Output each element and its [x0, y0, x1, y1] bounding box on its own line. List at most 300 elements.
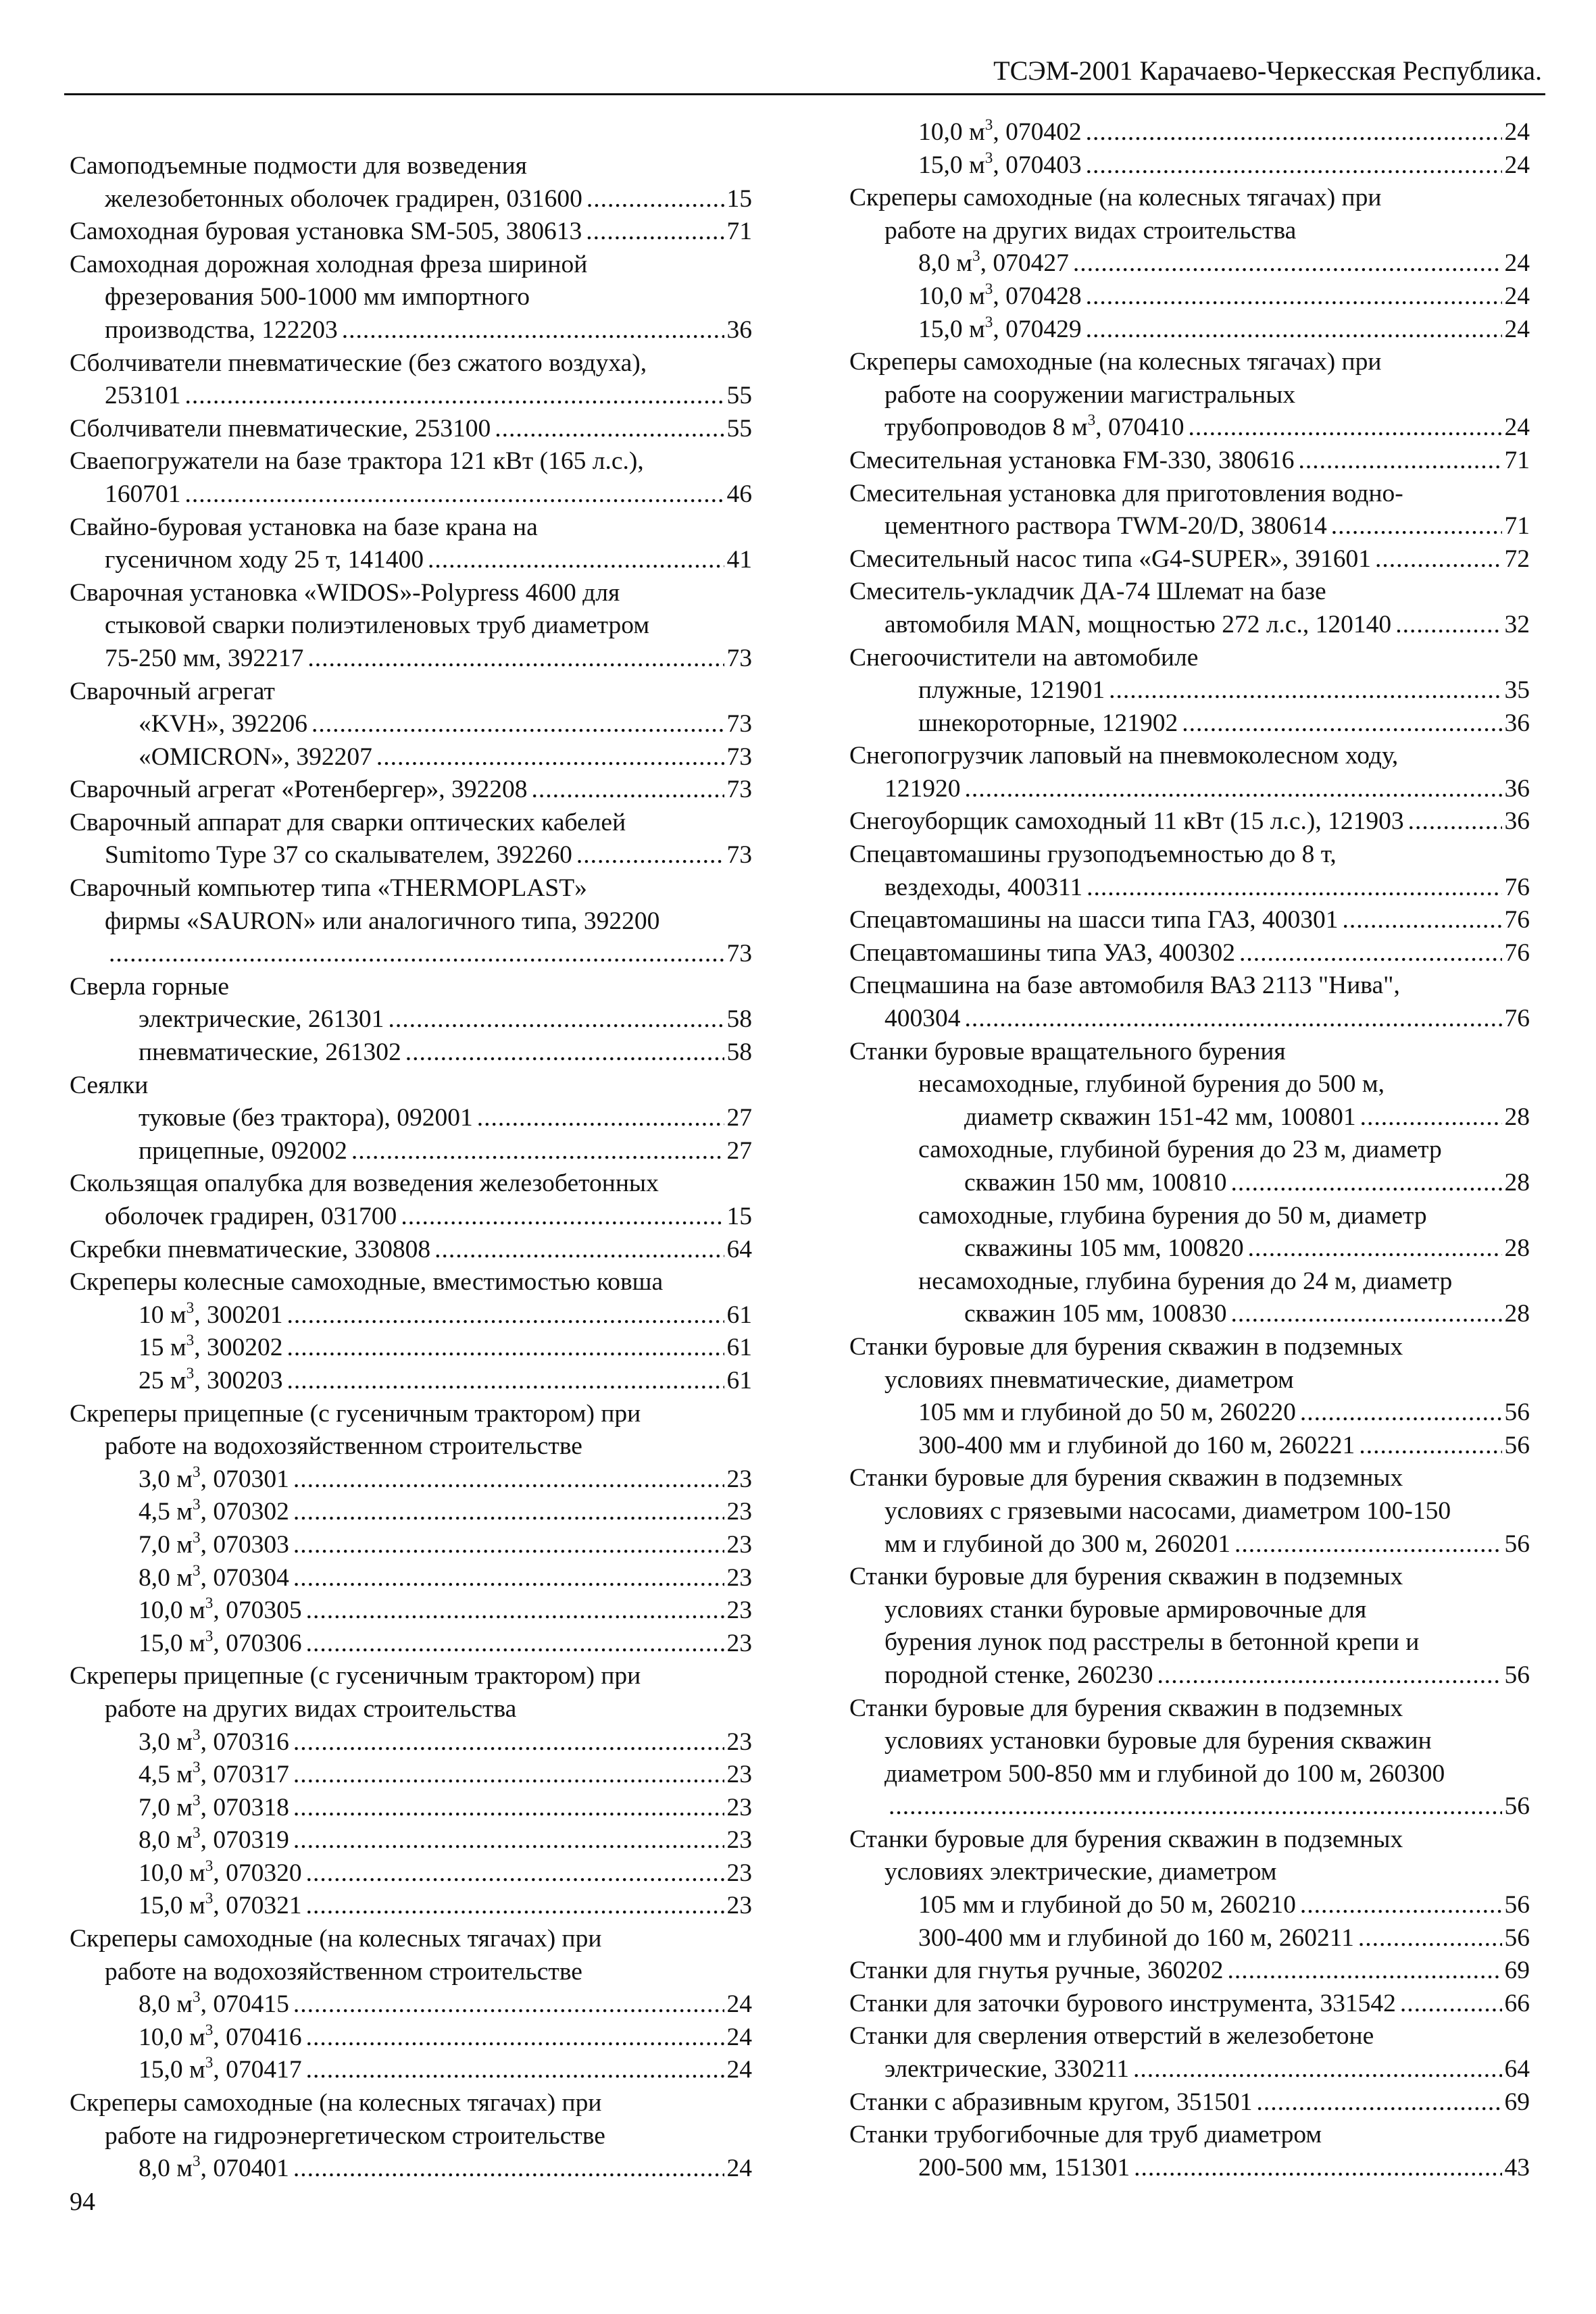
index-entry-line — [70, 2120, 752, 2153]
index-entry-line — [70, 1824, 752, 1857]
index-entry-page: 58 — [726, 1005, 752, 1034]
dot-leader — [311, 708, 724, 741]
dot-leader — [1239, 937, 1502, 970]
index-entry-text: Скреперы самоходные (на колесных тягачах) при — [849, 348, 1382, 376]
index-entry-text: 300-400 мм и глубиной до 160 м, 260221 — [918, 1431, 1355, 1459]
index-entry-page: 27 — [726, 1136, 752, 1165]
dot-leader — [306, 2021, 724, 2055]
index-entry-text: 10 $м^3$, 300201 — [139, 1299, 283, 1329]
index-entry-text: 4,5 $м^3$, 070317 — [139, 1758, 289, 1789]
index-entry-text: скважин 105 мм, 100830 — [964, 1300, 1227, 1328]
index-entry-line — [849, 1134, 1530, 1167]
index-entry-text: производства, 122203 — [105, 316, 338, 344]
index-entry-page: 23 — [726, 1793, 752, 1821]
index-entry-line — [849, 1561, 1530, 1594]
index-entry-page: 24 — [726, 1990, 752, 2019]
index-entry-line — [849, 1725, 1530, 1758]
index-entry-line — [849, 838, 1530, 872]
index-entry-text: трубопроводов 8 $м^3$, 070410 — [884, 411, 1184, 442]
index-entry-line — [849, 478, 1530, 511]
index-entry-line — [849, 674, 1530, 707]
index-entry-line — [70, 872, 752, 905]
index-entry-text: работе на водохозяйственном строительстве — [105, 1432, 582, 1461]
index-entry-text: 10,0 $м^3$, 070402 — [918, 116, 1082, 146]
dot-leader — [428, 544, 724, 577]
dot-leader — [342, 314, 724, 347]
index-entry-page: 43 — [1504, 2153, 1530, 2182]
index-entry-text: Скреперы прицепные (с гусеничным трактором) при — [70, 1662, 641, 1690]
index-entry-text: Станки для гнутья ручные, 360202 — [849, 1957, 1224, 1985]
index-entry-page: 15 — [726, 184, 752, 213]
index-entry-page: 56 — [1504, 1431, 1530, 1459]
index-entry-text: Скреперы самоходные (на колесных тягачах) при — [70, 1925, 602, 1953]
index-entry-line — [849, 970, 1530, 1003]
index-entry-line — [849, 1790, 1530, 1823]
index-entry-line — [70, 281, 752, 314]
index-entry-text: Сварочный аппарат для сварки оптических кабелей — [70, 808, 626, 836]
index-entry-page: 73 — [726, 841, 752, 870]
dot-leader — [185, 380, 724, 413]
index-entry-text: Самоходная дорожная холодная фреза шириной — [70, 250, 588, 278]
index-entry-line — [849, 1167, 1530, 1200]
index-entry-text: автомобиля MAN, мощностью 272 л.с., 120140 — [884, 610, 1392, 638]
index-entry-text: 15 $м^3$, 300202 — [139, 1332, 283, 1362]
index-entry-line — [849, 1068, 1530, 1101]
index-entry-text: Сваепогружатели на базе трактора 121 кВт (165 л.с.), — [70, 447, 644, 476]
dot-leader — [293, 1562, 724, 1595]
dot-leader — [1230, 1298, 1501, 1331]
index-entry-text: электрические, 330211 — [884, 2055, 1130, 2084]
dot-leader — [576, 839, 724, 872]
index-entry-line — [70, 1299, 752, 1332]
index-entry-text: скважин 150 мм, 100810 — [964, 1169, 1227, 1197]
index-entry-page: 61 — [726, 1301, 752, 1329]
index-entry-text: Сверла горные — [70, 972, 229, 1001]
dot-leader — [587, 183, 724, 216]
index-entry-line — [70, 1266, 752, 1299]
index-entry-line — [70, 1693, 752, 1726]
index-entry-text: 8,0 $м^3$, 070415 — [139, 1988, 289, 2019]
index-entry-line — [70, 1956, 752, 1989]
index-entry-text: Станки буровые для бурения скважин в подземных — [849, 1464, 1403, 1492]
index-entry-line — [849, 1659, 1530, 1692]
index-entry-page: 72 — [1504, 545, 1530, 573]
dot-leader — [1300, 1397, 1502, 1430]
index-entry-page: 73 — [726, 940, 752, 968]
index-entry-text: 400304 — [884, 1005, 961, 1033]
dot-leader — [586, 216, 724, 249]
dot-leader — [1086, 280, 1502, 313]
index-entry-page: 24 — [1504, 118, 1530, 146]
index-entry-line — [849, 1528, 1530, 1561]
index-entry-text: Спецмашина на базе автомобиля ВАЗ 2113 "Нива", — [849, 972, 1400, 1000]
index-entry-line — [849, 1397, 1530, 1430]
index-entry-line — [70, 1430, 752, 1463]
index-entry-text: 8,0 $м^3$, 070319 — [139, 1824, 289, 1855]
index-entry-line — [70, 1201, 752, 1234]
index-column-left — [70, 150, 752, 2186]
index-entry-text: скважины 105 мм, 100820 — [964, 1234, 1244, 1263]
index-entry-line — [849, 2086, 1530, 2119]
index-entry-line — [849, 707, 1530, 740]
index-entry-text: несамоходные, глубиной бурения до 500 м, — [918, 1070, 1385, 1099]
index-entry-page: 56 — [1504, 1661, 1530, 1689]
index-entry-line — [70, 445, 752, 478]
dot-leader — [1395, 609, 1501, 642]
dot-leader — [293, 1529, 724, 1562]
index-entry-page: 35 — [1504, 676, 1530, 705]
index-entry-line — [849, 1594, 1530, 1627]
index-entry-text: работе на водохозяйственном строительстве — [105, 1957, 582, 1986]
index-entry-line — [849, 1331, 1530, 1364]
dot-leader — [889, 1790, 1502, 1823]
index-entry-text: условиях установки буровые для бурения скважин — [884, 1727, 1432, 1755]
index-entry-line — [849, 116, 1530, 149]
index-entry-text: Спецавтомашины на шасси типа ГАЗ, 400301 — [849, 906, 1339, 934]
index-entry-line — [849, 215, 1530, 248]
index-entry-line — [849, 149, 1530, 182]
dot-leader — [1331, 510, 1502, 543]
dot-leader — [1359, 1430, 1501, 1463]
index-entry-text: Станки буровые для бурения скважин в подземных — [849, 1332, 1403, 1361]
index-entry-page: 55 — [726, 414, 752, 443]
index-entry-line — [849, 2119, 1530, 2152]
index-entry-line — [70, 839, 752, 872]
index-entry-text: работе на гидроэнергетическом строительстве — [105, 2121, 605, 2150]
index-entry-text: Станки трубогибочные для труб диаметром — [849, 2121, 1322, 2149]
dot-leader — [1408, 805, 1502, 838]
index-entry-page: 24 — [1504, 413, 1530, 442]
dot-leader — [306, 1890, 724, 1923]
index-entry-text: Скребки пневматические, 330808 — [70, 1235, 431, 1263]
index-entry-page: 23 — [726, 1563, 752, 1592]
index-entry-text: Спецавтомашины грузоподъемностью до 8 т, — [849, 840, 1337, 869]
index-entry-line — [70, 1365, 752, 1398]
dot-leader — [1087, 872, 1501, 905]
index-entry-page: 73 — [726, 776, 752, 804]
index-entry-line — [70, 1398, 752, 1431]
dot-leader — [477, 1102, 724, 1135]
dot-leader — [405, 1036, 724, 1070]
index-entry-page: 24 — [1504, 249, 1530, 278]
dot-leader — [434, 1234, 724, 1267]
index-entry-line — [849, 1955, 1530, 1988]
index-entry-line — [70, 1463, 752, 1496]
dot-leader — [1134, 2152, 1501, 2185]
index-entry-text: прицепные, 092002 — [139, 1136, 347, 1165]
index-entry-line — [70, 249, 752, 282]
index-entry-text: 15,0 $м^3$, 070306 — [139, 1627, 302, 1657]
dot-leader — [1235, 1528, 1502, 1561]
index-entry-line — [70, 676, 752, 709]
index-entry-page: 73 — [726, 710, 752, 738]
index-entry-page: 24 — [1504, 315, 1530, 343]
dot-leader — [388, 1003, 724, 1036]
index-entry-text: шнекороторные, 121902 — [918, 709, 1178, 737]
index-entry-page: 71 — [1504, 512, 1530, 540]
index-entry-line — [70, 741, 752, 774]
index-entry-page: 76 — [1504, 1005, 1530, 1033]
index-entry-text: 3,0 $м^3$, 070301 — [139, 1463, 289, 1493]
dot-leader — [1157, 1659, 1502, 1692]
dot-leader — [351, 1135, 724, 1168]
index-entry-line — [849, 1298, 1530, 1331]
index-entry-text: Смесительная установка для приготовления водно- — [849, 479, 1403, 507]
dot-leader — [293, 1988, 724, 2021]
index-entry-line — [849, 1988, 1530, 2021]
dot-leader — [1400, 1988, 1502, 2021]
index-entry-line — [70, 1594, 752, 1628]
index-entry-line — [70, 478, 752, 511]
index-entry-page: 56 — [1504, 1923, 1530, 1952]
index-entry-page: 76 — [1504, 938, 1530, 967]
dot-leader — [307, 643, 724, 676]
dot-leader — [1375, 543, 1502, 576]
dot-leader — [1086, 116, 1502, 149]
index-entry-line — [849, 510, 1530, 543]
index-entry-line — [70, 1890, 752, 1923]
index-entry-text: Смесительный насос типа «G4-SUPER», 391601 — [849, 545, 1371, 573]
index-entry-line — [849, 1036, 1530, 1069]
index-entry-text: 4,5 $м^3$, 070302 — [139, 1496, 289, 1526]
index-entry-text: 8,0 $м^3$, 070427 — [918, 247, 1069, 278]
index-entry-text: бурения лунок под расстрелы в бетонной крепи и — [884, 1628, 1420, 1657]
index-entry-page: 64 — [1504, 2055, 1530, 2084]
index-entry-text: самоходные, глубиной бурения до 23 м, диаметр — [918, 1136, 1442, 1164]
index-entry-line — [849, 1364, 1530, 1397]
index-entry-text: 253101 — [105, 382, 181, 410]
index-entry-line — [849, 445, 1530, 478]
index-entry-line — [849, 1265, 1530, 1299]
index-entry-line — [849, 1003, 1530, 1036]
index-entry-text: 160701 — [105, 480, 181, 508]
index-entry-line — [70, 905, 752, 938]
index-entry-text: 15,0 $м^3$, 070321 — [139, 1890, 302, 1920]
index-entry-page: 56 — [1504, 1891, 1530, 1919]
index-entry-page: 28 — [1504, 1300, 1530, 1328]
index-entry-page: 15 — [726, 1203, 752, 1230]
index-entry-text: Сболчиватели пневматические, 253100 — [70, 414, 491, 443]
index-entry-page: 46 — [726, 480, 752, 508]
index-entry-line — [849, 642, 1530, 675]
index-entry-page: 61 — [726, 1334, 752, 1362]
index-entry-text: мм и глубиной до 300 м, 260201 — [884, 1530, 1230, 1558]
index-entry-line — [849, 543, 1530, 576]
index-entry-text: плужные, 121901 — [918, 676, 1105, 705]
dot-leader — [1343, 904, 1502, 937]
dot-leader — [293, 1496, 724, 1529]
index-entry-text: диаметром 500-850 мм и глубиной до 100 м, 260300 — [884, 1759, 1445, 1788]
index-entry-page: 61 — [726, 1366, 752, 1394]
index-entry-text: 15,0 $м^3$, 070417 — [139, 2054, 302, 2084]
index-entry-page: 24 — [726, 2056, 752, 2084]
dot-leader — [401, 1201, 724, 1234]
index-entry-line — [70, 183, 752, 216]
index-entry-line — [70, 1332, 752, 1365]
index-entry-line — [70, 150, 752, 183]
index-entry-line — [70, 1792, 752, 1825]
index-entry-line — [70, 1003, 752, 1036]
index-entry-line — [70, 2153, 752, 2186]
index-entry-text: условиях электрические, диаметром — [884, 1858, 1277, 1886]
index-entry-text: Станки буровые для бурения скважин в подземных — [849, 1825, 1403, 1853]
index-entry-page: 71 — [726, 218, 752, 246]
index-entry-page: 28 — [1504, 1103, 1530, 1131]
index-entry-text: Самоходная буровая установка SM-505, 380613 — [70, 218, 582, 246]
index-entry-text: туковые (без трактора), 092001 — [139, 1104, 473, 1132]
index-entry-text: Сварочный агрегат «Ротенбергер», 392208 — [70, 776, 528, 804]
index-entry-line — [849, 1856, 1530, 1889]
index-entry-page: 76 — [1504, 873, 1530, 901]
index-entry-line — [70, 1102, 752, 1135]
index-entry-text: Снегопогрузчик лаповый на пневмоколесном ходу, — [849, 742, 1399, 770]
index-entry-text: Скреперы самоходные (на колесных тягачах) при — [849, 184, 1382, 212]
dot-leader — [1189, 411, 1502, 445]
dot-leader — [293, 2153, 724, 2186]
index-entry-text: Смеситель-укладчик ДА-74 Шлемат на базе — [849, 578, 1326, 606]
index-entry-line — [849, 2053, 1530, 2086]
index-entry-line — [70, 1496, 752, 1529]
index-entry-page: 27 — [726, 1104, 752, 1132]
index-entry-page: 28 — [1504, 1234, 1530, 1263]
index-entry-page: 23 — [726, 1761, 752, 1789]
index-entry-text: работе на других видах строительства — [884, 216, 1297, 245]
index-entry-line — [70, 1529, 752, 1562]
index-entry-page: 23 — [726, 1596, 752, 1625]
index-entry-text: фрезерования 500-1000 мм импортного — [105, 283, 530, 311]
dot-leader — [1133, 2053, 1501, 2086]
index-entry-page: 36 — [1504, 807, 1530, 836]
index-entry-line — [849, 1495, 1530, 1528]
index-entry-text: 10,0 $м^3$, 070305 — [139, 1594, 302, 1625]
index-entry-line — [70, 511, 752, 545]
index-entry-line — [70, 1036, 752, 1070]
dot-leader — [1230, 1167, 1501, 1200]
index-entry-line — [70, 1660, 752, 1693]
index-entry-text: 105 мм и глубиной до 50 м, 260210 — [918, 1891, 1296, 1919]
index-entry-text: Снегоуборщик самоходный 11 кВт (15 л.с.), 121903 — [849, 807, 1404, 836]
dot-leader — [306, 1594, 724, 1628]
dot-leader — [1248, 1232, 1502, 1265]
dot-leader — [293, 1824, 724, 1857]
index-entry-text: Смесительная установка FM-330, 380616 — [849, 446, 1295, 474]
index-entry-line — [849, 1101, 1530, 1134]
index-entry-text: Сболчиватели пневматические (без сжатого воздуха), — [70, 349, 647, 377]
index-entry-line — [70, 708, 752, 741]
page-number: 94 — [70, 2188, 95, 2216]
dot-leader — [293, 1726, 724, 1759]
index-entry-text: Сеялки — [70, 1071, 149, 1099]
index-entry-line — [70, 1857, 752, 1890]
index-entry-line — [849, 805, 1530, 838]
index-entry-line — [849, 1232, 1530, 1265]
dot-leader — [1358, 1922, 1502, 1955]
index-entry-line — [70, 971, 752, 1004]
index-entry-line — [849, 904, 1530, 937]
index-entry-text: гусеничном ходу 25 т, 141400 — [105, 546, 424, 574]
index-entry-text: 75-250 мм, 392217 — [105, 644, 304, 672]
dot-leader — [306, 1857, 724, 1890]
index-entry-text: диаметр скважин 151-42 мм, 100801 — [964, 1103, 1356, 1131]
dot-leader — [286, 1332, 724, 1365]
index-entry-page: 58 — [726, 1038, 752, 1067]
index-entry-page: 41 — [726, 546, 752, 574]
index-entry-line — [70, 1759, 752, 1792]
index-entry-line — [70, 609, 752, 643]
dot-leader — [293, 1463, 724, 1496]
index-entry-line — [70, 577, 752, 610]
index-entry-text: 3,0 $м^3$, 070316 — [139, 1726, 289, 1756]
page-header-title: ТСЭМ-2001 Карачаево-Черкесская Республика. — [993, 55, 1542, 86]
index-entry-page: 64 — [726, 1235, 752, 1263]
index-entry-text: 200-500 мм, 151301 — [918, 2153, 1130, 2182]
dot-leader — [286, 1365, 724, 1398]
index-entry-line — [849, 773, 1530, 806]
index-entry-line — [70, 1135, 752, 1168]
index-entry-line — [70, 1562, 752, 1595]
index-entry-page: 69 — [1504, 2088, 1530, 2116]
index-entry-line — [70, 216, 752, 249]
index-entry-page: 28 — [1504, 1169, 1530, 1197]
index-entry-line — [70, 774, 752, 807]
index-entry-line — [70, 347, 752, 380]
index-entry-line — [849, 1758, 1530, 1791]
index-entry-page: 23 — [726, 1728, 752, 1756]
dot-leader — [293, 1792, 724, 1825]
index-entry-text: работе на других видах строительства — [105, 1694, 517, 1723]
index-entry-text: Станки с абразивным кругом, 351501 — [849, 2088, 1253, 2116]
index-entry-line — [70, 314, 752, 347]
index-entry-line — [849, 247, 1530, 280]
index-entry-text: несамоходные, глубина бурения до 24 м, диаметр — [918, 1267, 1453, 1295]
index-entry-page: 32 — [1504, 610, 1530, 638]
index-entry-page: 24 — [726, 2155, 752, 2183]
dot-leader — [1073, 247, 1502, 280]
index-entry-line — [849, 313, 1530, 347]
dot-leader — [293, 1759, 724, 1792]
index-entry-text: 121920 — [884, 774, 961, 803]
dot-leader — [1257, 2086, 1502, 2119]
index-entry-text: 7,0 $м^3$, 070318 — [139, 1791, 289, 1821]
index-entry-text: 105 мм и глубиной до 50 м, 260220 — [918, 1399, 1296, 1427]
dot-leader — [286, 1299, 724, 1332]
index-entry-page: 24 — [1504, 282, 1530, 310]
index-entry-text: Станки буровые для бурения скважин в подземных — [849, 1563, 1403, 1591]
index-entry-page: 23 — [726, 1826, 752, 1855]
index-entry-line — [70, 2021, 752, 2055]
index-entry-text: стыковой сварки полиэтиленовых труб диаметром — [105, 611, 650, 640]
index-entry-text: условиях станки буровые армировочные для — [884, 1595, 1367, 1624]
index-entry-text: Станки буровые для бурения скважин в подземных — [849, 1694, 1403, 1722]
dot-leader — [532, 774, 724, 807]
index-entry-text: Сварочный агрегат — [70, 677, 275, 705]
index-entry-line — [849, 1626, 1530, 1659]
index-entry-line — [849, 280, 1530, 313]
index-entry-text: Спецавтомашины типа УАЗ, 400302 — [849, 938, 1235, 967]
index-entry-line — [70, 1167, 752, 1201]
index-entry-line — [849, 1462, 1530, 1495]
dot-leader — [306, 1628, 724, 1661]
index-entry-line — [70, 1988, 752, 2021]
index-entry-text: самоходные, глубина бурения до 50 м, диаметр — [918, 1201, 1427, 1230]
index-entry-line — [70, 413, 752, 446]
index-entry-text: условиях с грязевыми насосами, диаметром 100-150 — [884, 1496, 1451, 1525]
index-entry-line — [849, 1922, 1530, 1955]
index-entry-line — [70, 2087, 752, 2120]
dot-leader — [1182, 707, 1501, 740]
index-entry-line — [849, 1200, 1530, 1233]
index-entry-line — [70, 380, 752, 413]
